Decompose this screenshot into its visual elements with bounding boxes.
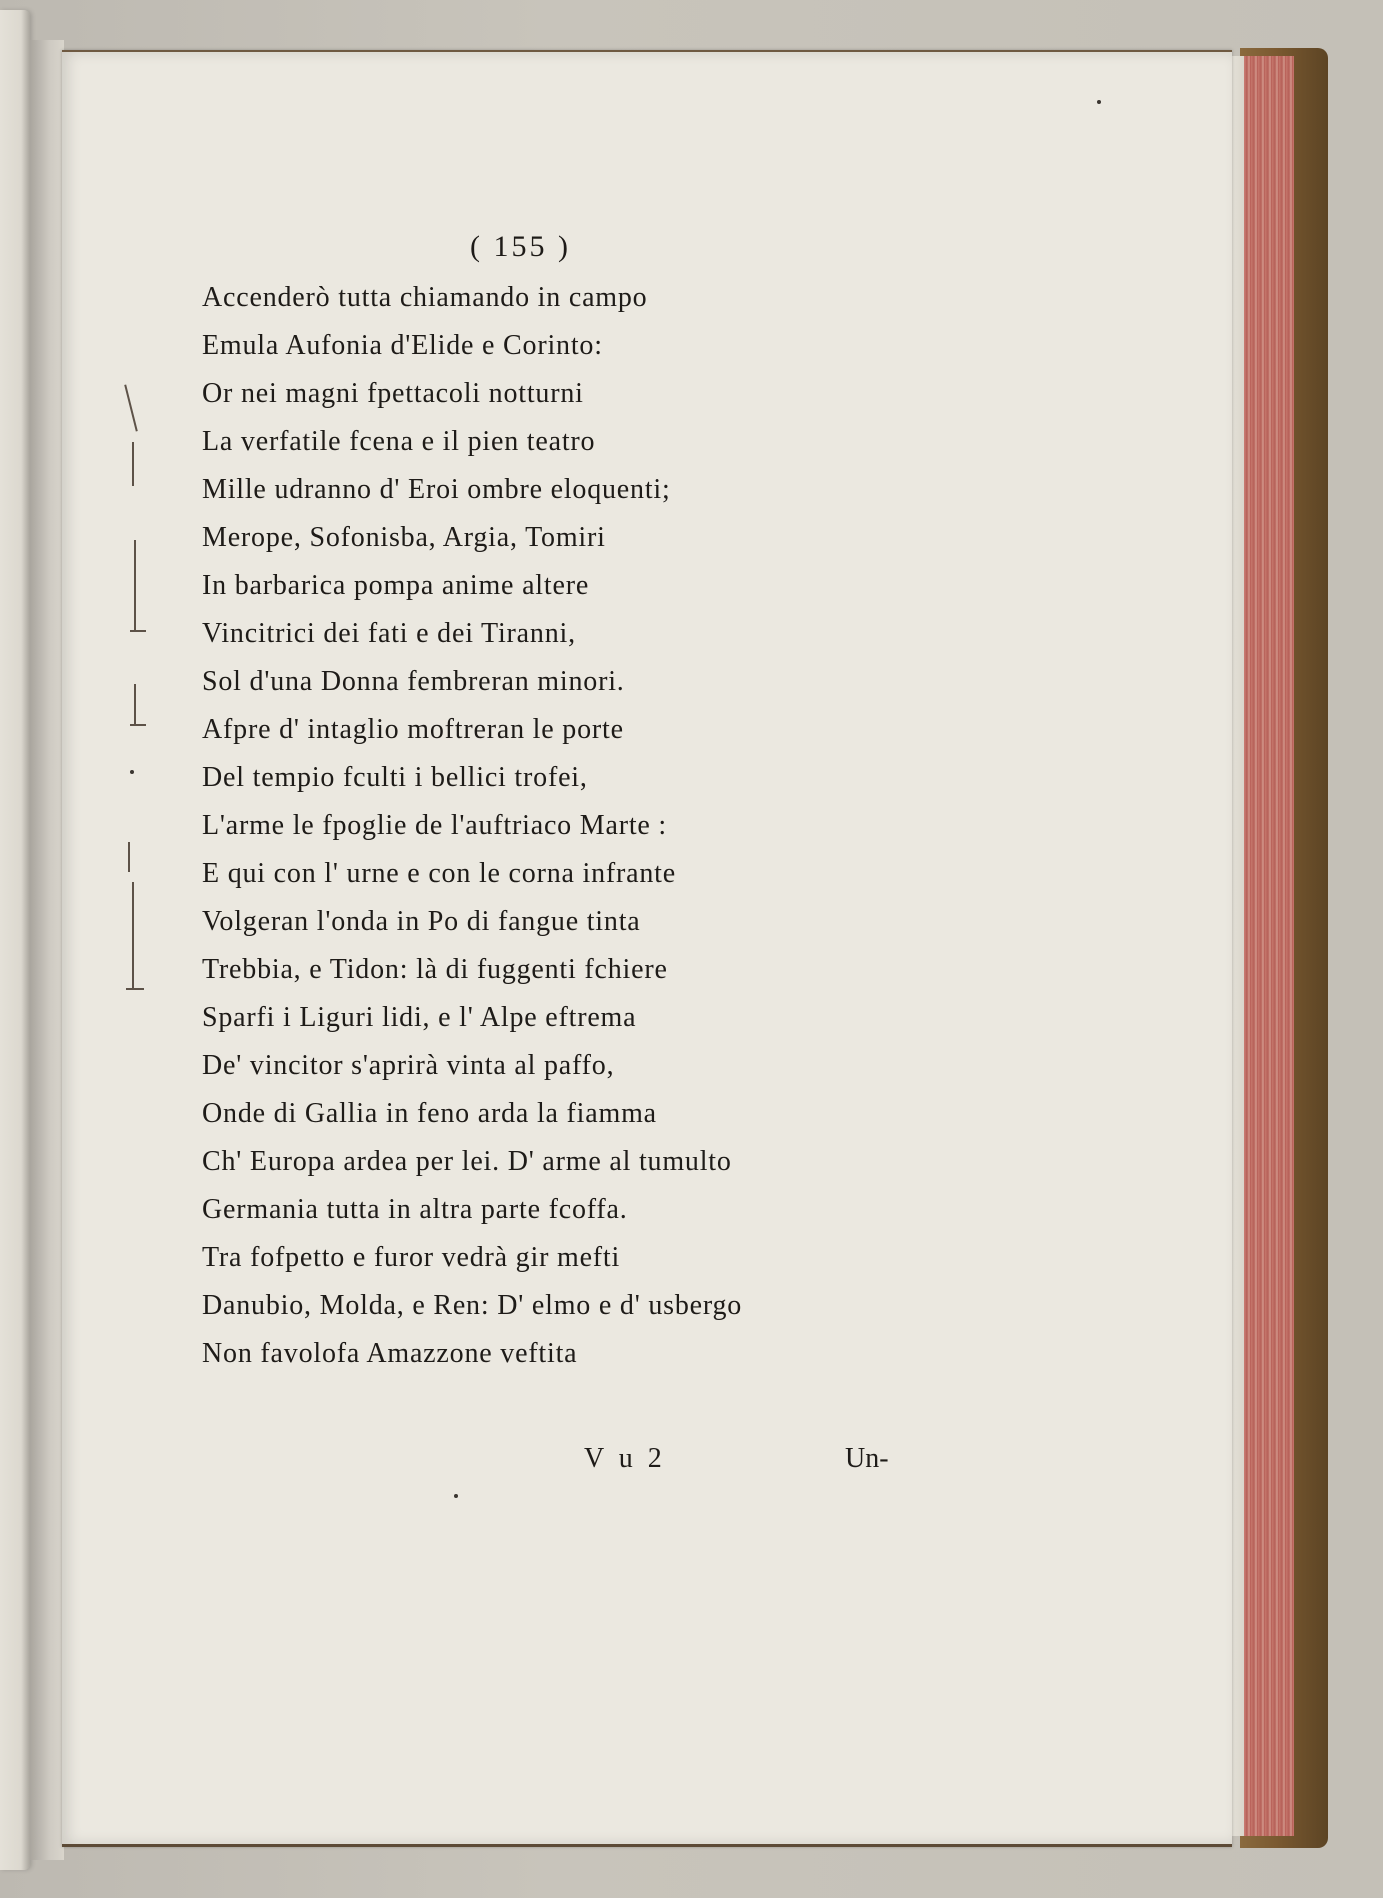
- verse-line: Ch' Europa ardea per lei. D' arme al tumulto: [202, 1146, 732, 1177]
- margin-bracket: [132, 882, 134, 942]
- red-sprinkled-page-edges: [1244, 56, 1294, 1836]
- facing-page-edge: [0, 10, 30, 1870]
- verse-line: Danubio, Molda, e Ren: D' elmo e d' usbergo: [202, 1290, 743, 1321]
- margin-bracket-tick: [130, 630, 146, 632]
- margin-bracket: [132, 942, 134, 988]
- book-gutter: [30, 40, 64, 1860]
- verse-line: Or nei magni fpettacoli notturni: [202, 378, 584, 409]
- verse-line: Volgeran l'onda in Po di fangue tinta: [202, 906, 641, 937]
- book-page: [62, 50, 1232, 1847]
- verse-line: L'arme le fpoglie de l'auftriaco Marte :: [202, 810, 668, 841]
- verse-line: Trebbia, e Tidon: là di fuggenti fchiere: [202, 954, 668, 985]
- ink-speck: [454, 1494, 458, 1498]
- signature-mark: V u 2: [584, 1443, 666, 1474]
- verse-line: Afpre d' intaglio moftreran le porte: [202, 714, 624, 745]
- margin-bracket: [128, 842, 130, 872]
- verse-line: Sol d'una Donna fembreran minori.: [202, 666, 625, 697]
- verse-line: Emula Aufonia d'Elide e Corinto:: [202, 330, 603, 361]
- margin-bracket-tick: [130, 724, 146, 726]
- margin-bracket: [134, 684, 136, 724]
- verse-line: Tra fofpetto e furor vedrà gir mefti: [202, 1242, 621, 1273]
- verse-line: In barbarica pompa anime altere: [202, 570, 590, 601]
- verse-line: Vincitrici dei fati e dei Tiranni,: [202, 618, 576, 649]
- ink-speck: [1097, 100, 1101, 104]
- verse-line: Mille udranno d' Eroi ombre eloquenti;: [202, 474, 671, 505]
- verse-line: Accenderò tutta chiamando in campo: [202, 282, 648, 313]
- page-number: ( 155 ): [470, 230, 571, 263]
- margin-bracket: [124, 384, 138, 431]
- verse-line: Onde di Gallia in feno arda la fiamma: [202, 1098, 657, 1129]
- verse-line: Merope, Sofonisba, Argia, Tomiri: [202, 522, 606, 553]
- margin-bracket: [132, 442, 134, 486]
- ink-speck: [130, 770, 134, 774]
- catchword: Un-: [845, 1443, 889, 1474]
- margin-bracket: [134, 540, 136, 630]
- margin-bracket-tick: [126, 988, 144, 990]
- verse-line: De' vincitor s'aprirà vinta al paffo,: [202, 1050, 615, 1081]
- verse-line: Germania tutta in altra parte fcoffa.: [202, 1194, 628, 1225]
- verse-line: Sparfi i Liguri lidi, e l' Alpe eftrema: [202, 1002, 637, 1033]
- verse-line: Del tempio fculti i bellici trofei,: [202, 762, 588, 793]
- verse-line: Non favolofa Amazzone veftita: [202, 1338, 578, 1369]
- verse-line: E qui con l' urne e con le corna infrante: [202, 858, 676, 889]
- verse-line: La verfatile fcena e il pien teatro: [202, 426, 596, 457]
